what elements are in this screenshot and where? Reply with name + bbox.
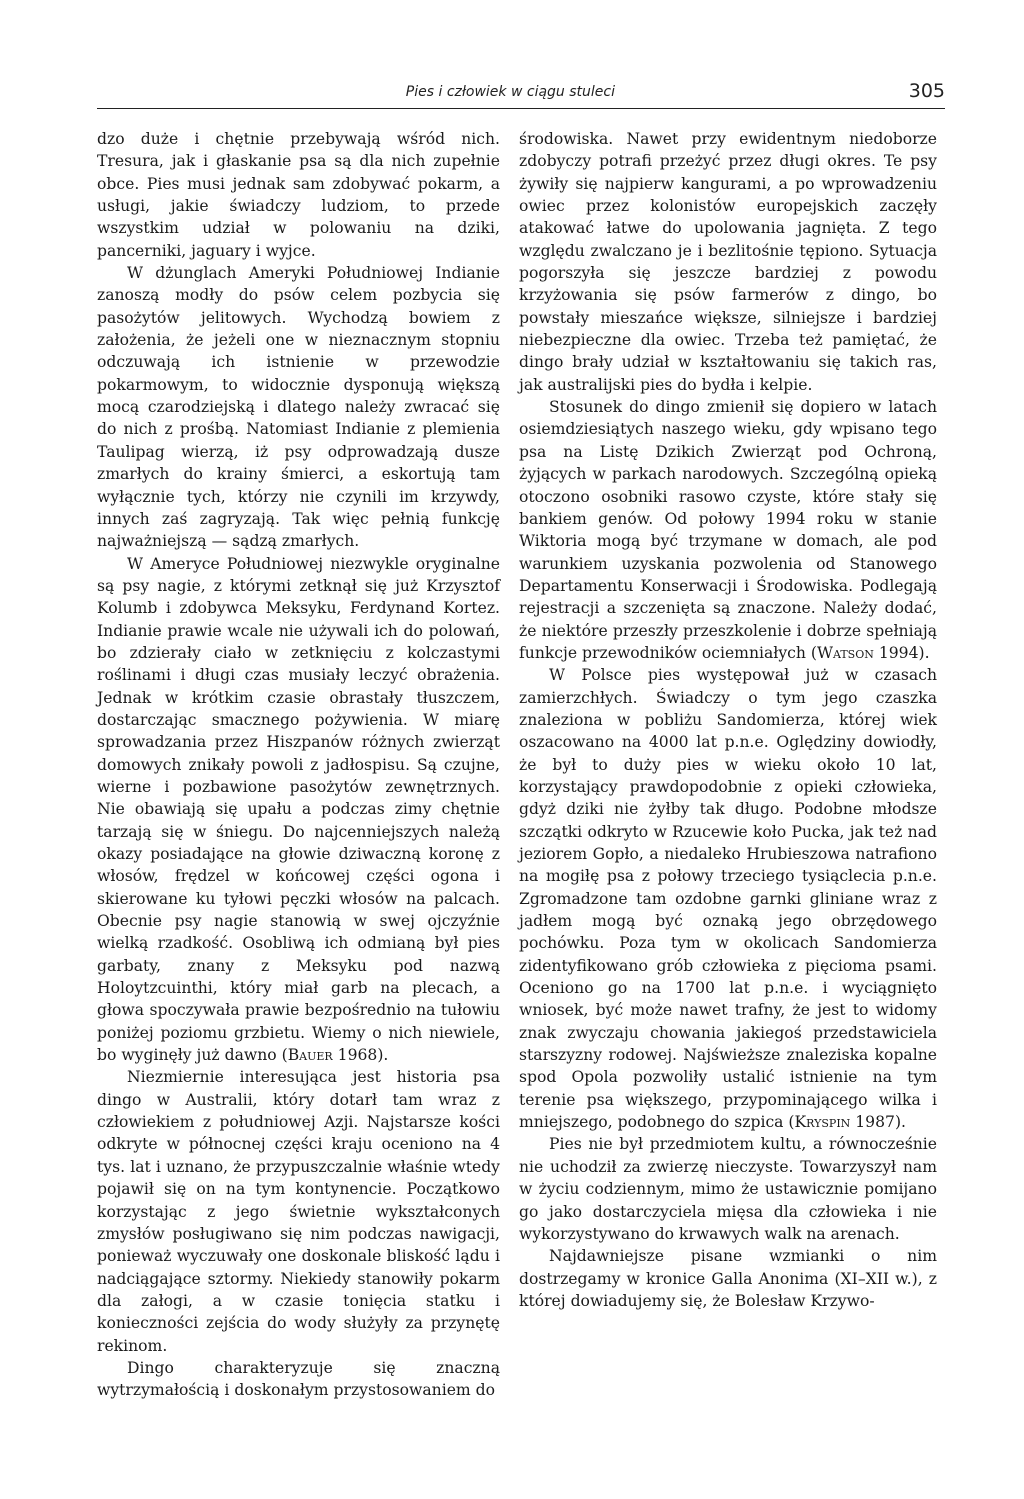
paragraph-text: Stosunek do dingo zmienił się dopiero w latach osiemdziesiątych naszego wieku, gdy wpisano tego psa na Listę Dzikich Zwierząt pod Ochroną, żyjących w parkach narodowych. Szczególną opieką otoczono osobniki rasowo czyste, które stały się bankiem genów. Od połowy 1994 roku w stanie Wiktoria mogą być trzymane w domach, ale pod warunkiem uzyskania pozwolenia od Stanowego Departamentu Konserwacji i Środowiska. Podlegają rejestracji a szczenięta są znaczone. Należy dodać, że niektóre przeszły przeszkolenie i dobrze spełniają funkcje przewodników ociemniałych ( [519, 398, 937, 662]
running-title: Pies i człowiek w ciągu stuleci [405, 84, 615, 100]
paragraph: Niezmiernie interesująca jest historia psa dingo w Australii, który dotarł tam wraz z człowiekiem z południowej Azji. Najstarsze kości odkryte w północnej części kraju oceniono na 4 tys. lat i uznano, że przypuszczalnie właśnie wtedy pojawił się on na tym kontynencie. Początkowo korzystając z jego świetnie wykształconych zmysłów posługiwano się nim podczas nawigacji, ponieważ wyczuwały one doskonale bliskość lądu i nadciągające sztormy. Niekiedy stanowiły pokarm dla załogi, a w czasie tonięcia statku i konieczności zejścia do wody służyły za przynętę rekinom. [97, 1068, 500, 1355]
citation-author: Kryspin [794, 1113, 851, 1132]
paragraph-text: W Ameryce Południowej niezwykle oryginalne są psy nagie, z którymi zetknął się już Krzysztof Kolumb i zdobywca Meksyku, Ferdynand Kortez. Indianie prawie wcale nie używali ich do polowań, bo zdzierały ciało w zetknięciu z kolczastymi roślinami i długi czas musiały leczyć obrażenia. Jednak w krótkim czasie obrastały tłuszczem, dostarczając smacznego pożywienia. W miarę sprowadzania przez Hiszpanów różnych zwierząt domowych znikały powoli z jadłospisu. Są czujne, wierne i pozbawione pasożytów zewnętrznych. Nie obawiają się upału a podczas zimy chętnie tarzają się w śniegu. Do najcenniejszych należą okazy posiadające na głowie dziwaczną koronę z włosów, frędzel w końcowej części ogona i skierowane ku tyłowi pęczki włosów na palcach. Obecnie psy nagie stanowią w swej ojczyźnie wielką rzadkość. Osobliwą ich odmianą był pies garbaty, znany z Meksyku pod nazwą Holoytzcuinthi, który miał garb na plecach, a głowa spoczywała prawie bezpośrednio na tułowiu poniżej poziomu grzbietu. Wiemy o nich niewiele, bo wyginęły już dawno ( [97, 554, 500, 1065]
paragraph-text: W Polsce pies występował już w czasach zamierzchłych. Świadczy o tym jego czaszka znaleziona w pobliżu Sandomierza, której wiek oszacowano na 4000 lat p.n.e. Oględziny dowiodły, że był to duży pies w wieku około 10 lat, korzystający prawdopodobnie z opieki człowieka, gdyż dziki nie żyłby tak długo. Podobne młodsze szczątki odkryto w Rzucewie koło Pucka, jak też nad jeziorem Gopło, a niedaleko Hrubieszowa natrafiono na mogiłę psa z połowy trzeciego tysiąclecia p.n.e. Zgromadzone tam ozdobne garnki gliniane wraz z jadłem mogą być oznaką jego obrzędowego pochówku. Poza tym w okolicach Sandomierza zidentyfikowano grób człowieka z pięcioma psami. Oceniono go na 1700 lat p.n.e. i wyciągnięto wniosek, być może nawet trafny, że jest to widomy znak zwyczaju chowania jakiegoś przedstawiciela starszyzny rodowej. Najświeższe znaleziska kopalne spod Opola pozwoliły ustalić istnienie na tym terenie psa większego, przypominającego wilka i mniejszego, podobnego do szpica ( [519, 666, 937, 1132]
left-column [97, 128, 500, 1402]
paragraph [519, 396, 937, 664]
citation-year: 1968). [332, 1046, 389, 1065]
citation-author: Bauer [287, 1046, 333, 1065]
book-page [97, 80, 945, 1400]
page-number: 305 [908, 80, 945, 102]
right-column [519, 128, 937, 1312]
paragraph [97, 553, 500, 1067]
citation-author: Watson [816, 643, 874, 662]
paragraph: Pies nie był przedmiotem kultu, a równocześnie nie uchodził za zwierzę nieczyste. Towarzyszył nam w życiu codziennym, mimo że ustawicznie pomijano go jako dostarczyciela mięsa dla człowieka i nie wykorzystywano do krwawych walk na arenach. [519, 1135, 937, 1243]
citation-year: 1994). [873, 643, 930, 662]
running-header [97, 80, 945, 109]
paragraph: W dżunglach Ameryki Południowej Indianie zanoszą modły do psów celem pozbycia się pasożytów jelitowych. Wychodzą bowiem z założenia, że jeżeli one w nieznacznym stopniu odczuwają ich istnienie w przewodzie pokarmowym, to widocznie dysponują większą mocą czarodziejską i dlatego należy zwracać się do nich z prośbą. Natomiast Indianie z plemienia Taulipag wierzą, iż psy odprowadzają dusze zmarłych do krainy śmierci, a eskortują tam wyłącznie tych, którzy nie czynili im krzywdy, innych zaś zagryzają. Tak więc pełnią funkcję najważniejszą — sądzą zmarłych. [97, 264, 500, 551]
paragraph: środowiska. Nawet przy ewidentnym niedoborze zdobyczy potrafi przeżyć przez długi okres. Te psy żywiły się najpierw kangurami, a po wprowadzeniu owiec przez kolonistów europejskich zaczęły atakować łatwe do upolowania jagnięta. Z tego względu zwalczano je i bezlitośnie tępiono. Sytuacja pogorszyła się jeszcze bardziej z powodu krzyżowania się psów farmerów z dingo, bo powstały mieszańce większe, silniejsze i bardziej niebezpieczne dla owiec. Trzeba też pamiętać, że dingo brały udział w kształtowaniu się takich ras, jak australijski pies do bydła i kelpie. [519, 130, 937, 394]
paragraph: Najdawniejsze pisane wzmianki o nim dostrzegamy w kronice Galla Anonima (XI–XII w.), z której dowiadujemy się, że Bolesław Krzywo- [519, 1247, 937, 1310]
paragraph: Dingo charakteryzuje się znaczną wytrzymałością i doskonałym przystosowaniem do [97, 1358, 500, 1400]
citation-year: 1987). [850, 1113, 906, 1132]
paragraph [519, 664, 937, 1133]
paragraph: dzo duże i chętnie przebywają wśród nich. Tresura, jak i głaskanie psa są dla nich zupełnie obce. Pies musi jednak sam zdobywać pokarm, a usługi, jakie świadczy ludziom, to przede wszystkim udział w polowaniu na dziki, pancerniki, jaguary i wyjce. [97, 130, 500, 260]
